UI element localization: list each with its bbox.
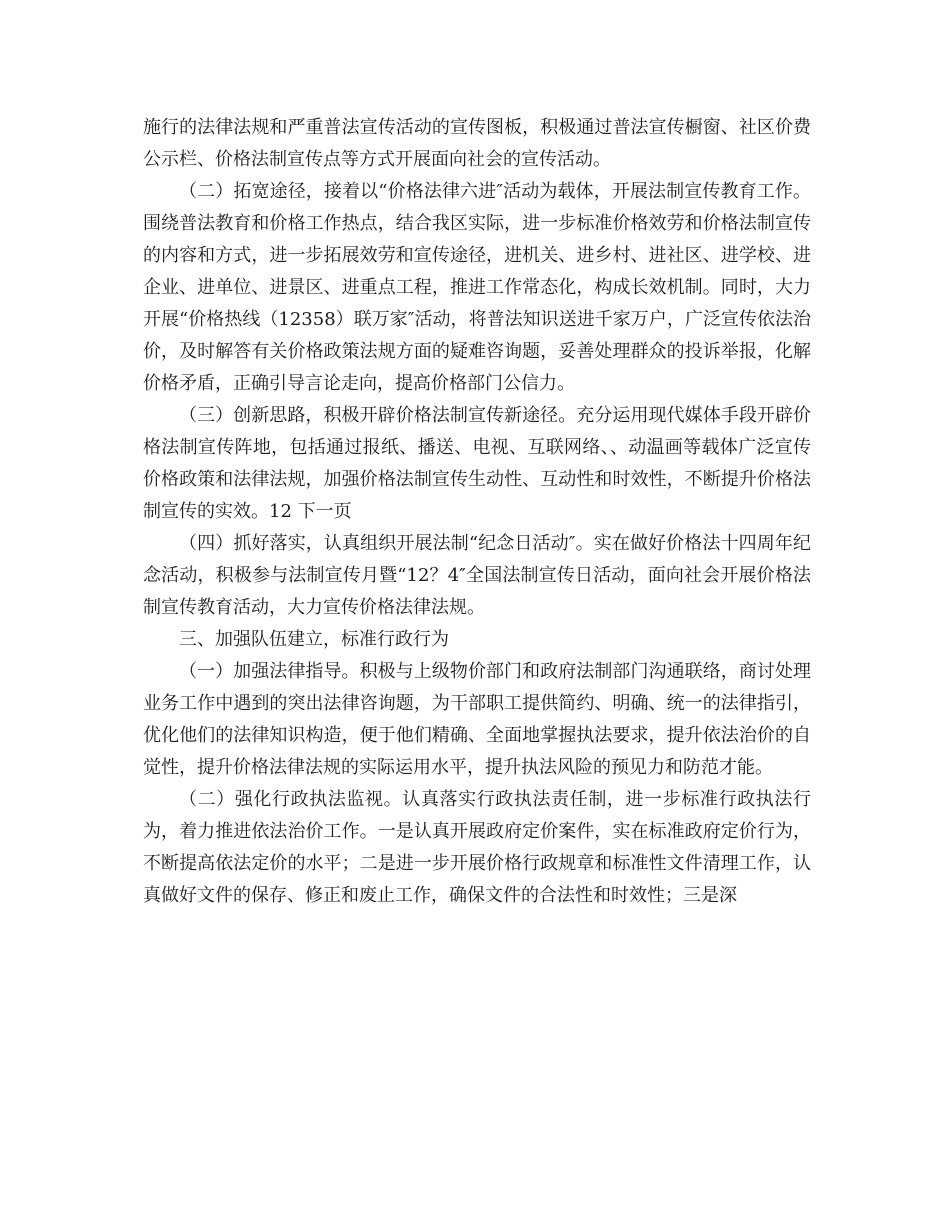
paragraph-section-3: （三）创新思路，积极开辟价格法制宣传新途径。充分运用现代媒体手段开辟价格法制宣传阵地，包括通过报纸、播送、电视、互联网络、、动温画等载体广泛宣传价格政策和法律法规，加强价格法制宣传生动性、互动性和时效性，不断提升价格法制宣传的实效。12 下一页 <box>143 405 811 522</box>
paragraph-continuation: 施行的法律法规和严重普法宣传活动的宣传图板，积极通过普法宣传橱窗、社区价费公示栏、价格法制宣传点等方式开展面向社会的宣传活动。 <box>143 117 811 170</box>
paragraph-section-2: （二）拓宽途径，接着以“价格法律六进″活动为载体，开展法制宣传教育工作。围绕普法教育和价格工作热点，结合我区实际，进一步标准价格效劳和价格法制宣传的内容和方式，进一步拓展效劳和宣传途径，进机关、进乡村、进社区、进学校、进企业、进单位、进景区、进重点工程，推进工作常态化，构成长效机制。同时，大力开展“价格热线（12358）联万家″活动，将普法知识送进千家万户，广泛宣传依法治价，及时解答有关价格政策法规方面的疑难咨询题，妥善处理群众的投诉举报，化解价格矛盾，正确引导言论走向，提高价格部门公信力。 <box>143 181 811 394</box>
section-heading-3: 三、加强队伍建立，标准行政行为 <box>179 629 449 650</box>
paragraph-legal-guidance: （一）加强法律指导。积极与上级物价部门和政府法制部门沟通联络，商讨处理业务工作中遇到的突出法律咨询题，为干部职工提供简约、明确、统一的法律指引，优化他们的法律知识构造，便于他们精确、全面地掌握执法要求，提升依法治价的自觉性，提升价格法律法规的实际运用水平，提升执法风险的预见力和防范才能。 <box>143 661 811 778</box>
document-body <box>143 112 811 912</box>
paragraph-enforcement-supervision: （二）强化行政执法监视。认真落实行政执法责任制，进一步标准行政执法行为，着力推进依法治价工作。一是认真开展政府定价案件，实在标准政府定价行为，不断提高依法定价的水平；二是进一步开展价格行政规章和标准性文件清理工作，认真做好文件的保存、修正和废止工作，确保文件的合法性和时效性；三是深 <box>143 789 811 906</box>
paragraph-section-4: （四）抓好落实，认真组织开展法制“纪念日活动″。实在做好价格法十四周年纪念活动，积极参与法制宣传月暨“12？4″全国法制宣传日活动，面向社会开展价格法制宣传教育活动，大力宣传价格法律法规。 <box>143 533 811 618</box>
